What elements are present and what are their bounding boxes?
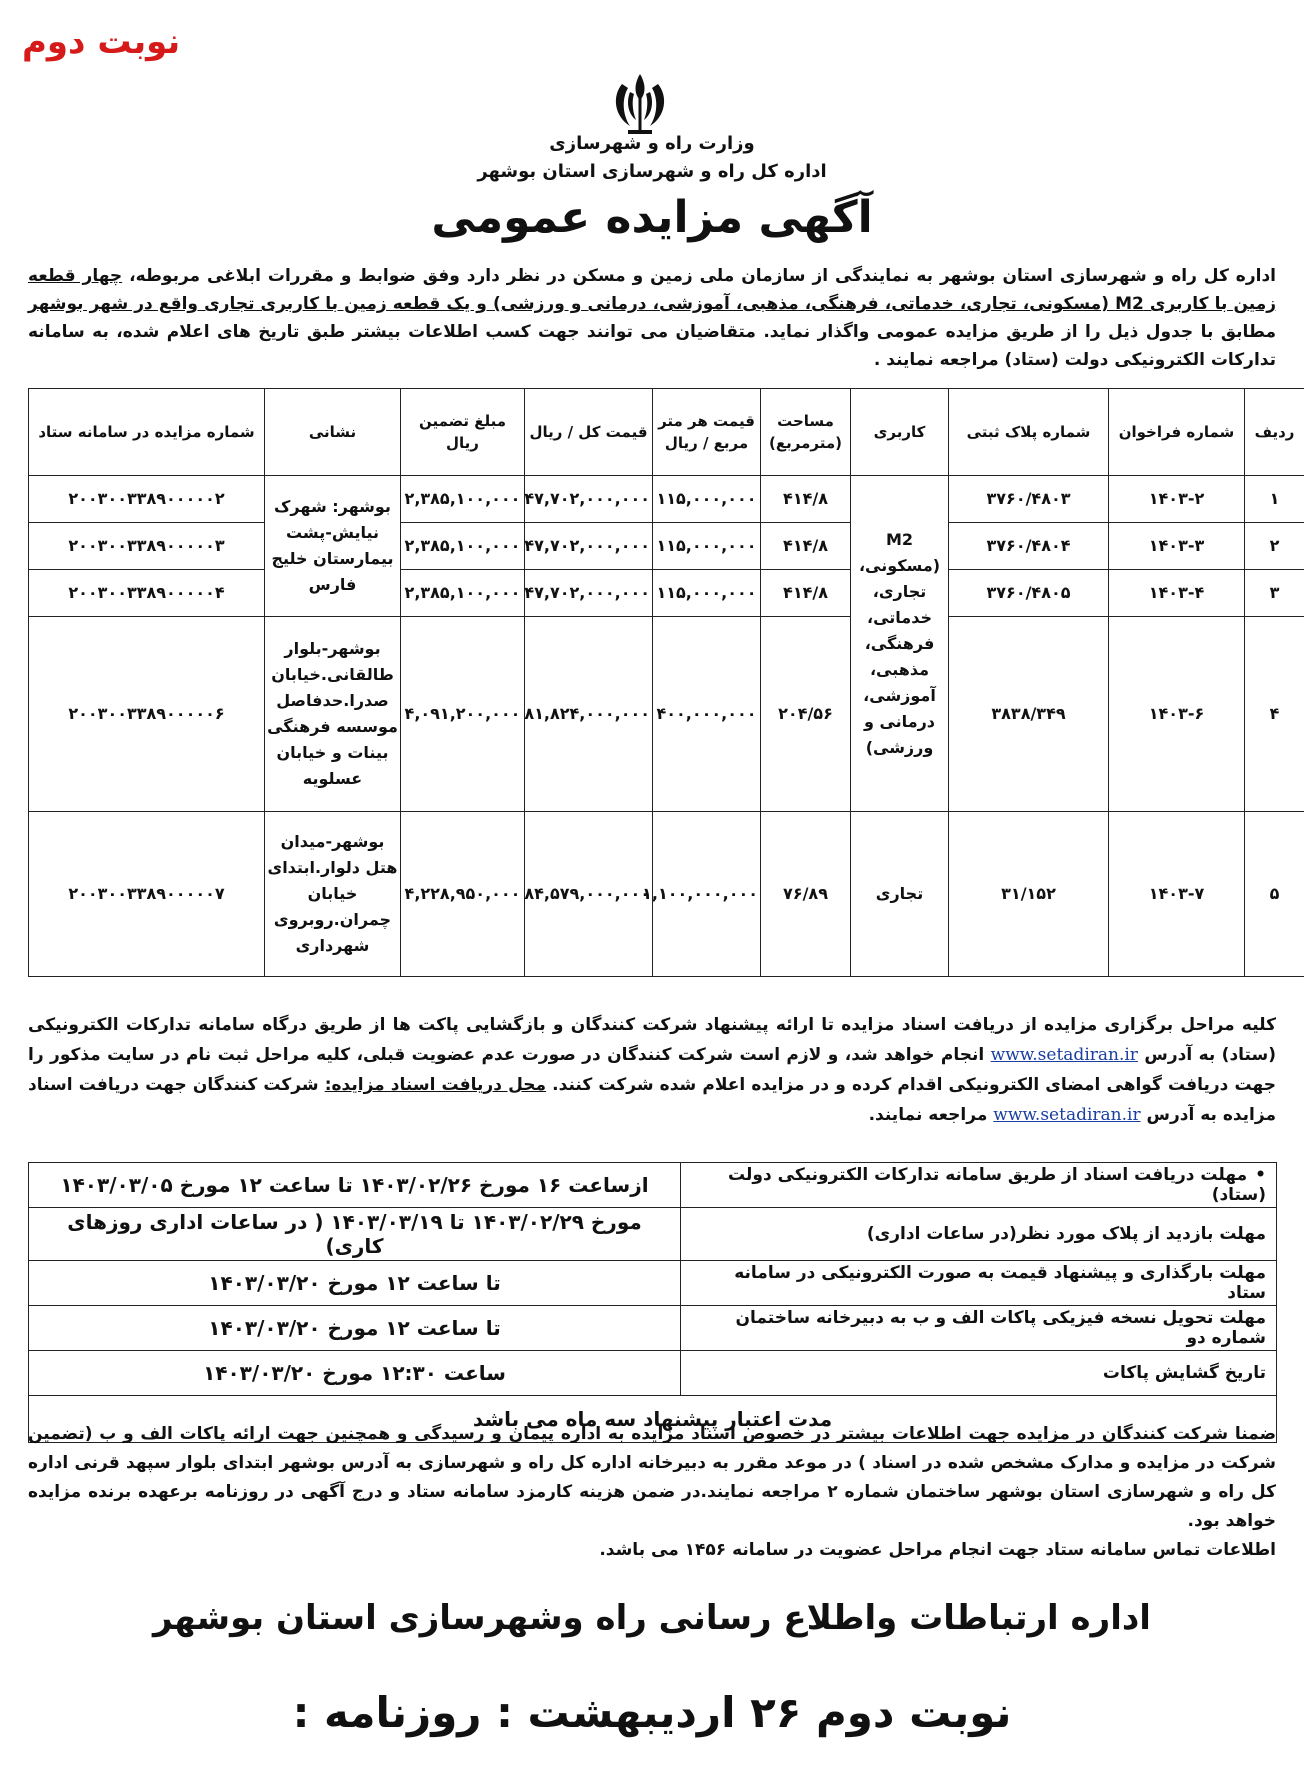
ministry-name: وزارت راه و شهرسازی	[549, 133, 755, 154]
header-usage: کاربری	[851, 389, 949, 476]
validity-text: مدت اعتبار پیشنهاد سه ماه می باشد	[29, 1396, 1277, 1443]
cell-row: ۴	[1245, 617, 1304, 812]
cell-row: ۵	[1245, 812, 1304, 977]
cell-row: ۱	[1245, 476, 1304, 523]
intro-part-2: چهار قطعه زمین با کاربری M2 (مسکونی، تجاری، خدماتی، فرهنگی، مذهبی، آموزشی، درمانی و ورزشی)	[28, 266, 1277, 314]
schedule-value: ساعت ۱۲:۳۰ مورخ ۱۴۰۳/۰۳/۲۰	[29, 1351, 681, 1396]
bullet-icon: •	[1255, 1165, 1266, 1185]
cell-total-price: ۴۷,۷۰۲,۰۰۰,۰۰۰	[525, 523, 653, 570]
cell-call-number: ۱۴۰۳-۶	[1109, 617, 1245, 812]
schedule-row	[29, 1163, 1277, 1208]
intro-part-1: اداره کل راه و شهرسازی استان بوشهر به نمایندگی از سازمان ملی زمین و مسکن در نظر دارد وفق ضوابط و مقررات ابلاغی مربوطه،	[122, 266, 1276, 286]
cell-usage-m2: M2 (مسکونی، تجاری، خدماتی، فرهنگی، مذهبی، آموزشی، درمانی و ورزشی)	[851, 476, 949, 812]
procedure-text-4: مراجعه نمایند.	[868, 1105, 994, 1125]
cell-plate: ۳۸۳۸/۳۴۹	[949, 617, 1109, 812]
cell-setad-number: ۲۰۰۳۰۰۳۳۸۹۰۰۰۰۰۳	[29, 523, 265, 570]
cell-row: ۲	[1245, 523, 1304, 570]
setad-link-2[interactable]: www.setadiran.ir	[993, 1105, 1141, 1125]
cell-address-group: بوشهر: شهرک نیایش-پشت بیمارستان خلیج فارس	[265, 476, 401, 617]
cell-unit-price: ۱۱۵,۰۰۰,۰۰۰	[653, 570, 761, 617]
cell-guarantee: ۲,۳۸۵,۱۰۰,۰۰۰	[401, 570, 525, 617]
cell-row: ۳	[1245, 570, 1304, 617]
schedule-label: تاریخ گشایش پاکات	[681, 1351, 1277, 1396]
procedure-paragraph	[28, 1010, 1276, 1130]
cell-unit-price: ۱۱۵,۰۰۰,۰۰۰	[653, 476, 761, 523]
cell-unit-price: ۱,۱۰۰,۰۰۰,۰۰۰	[653, 812, 761, 977]
table-row	[29, 617, 1304, 812]
cell-guarantee: ۲,۳۸۵,۱۰۰,۰۰۰	[401, 476, 525, 523]
setad-link-1[interactable]: www.setadiran.ir	[990, 1045, 1138, 1065]
schedule-value: ازساعت ۱۶ مورخ ۱۴۰۳/۰۲/۲۶ تا ساعت ۱۲ مورخ ۱۴۰۳/۰۳/۰۵	[29, 1163, 681, 1208]
cell-total-price: ۴۷,۷۰۲,۰۰۰,۰۰۰	[525, 476, 653, 523]
cell-total-price: ۴۷,۷۰۲,۰۰۰,۰۰۰	[525, 570, 653, 617]
round-date-line: نوبت دوم ۲۶ اردیبهشت : روزنامه :	[292, 1688, 1012, 1737]
cell-plate: ۳۱/۱۵۲	[949, 812, 1109, 977]
cell-area: ۴۱۴/۸	[761, 523, 851, 570]
cell-setad-number: ۲۰۰۳۰۰۳۳۸۹۰۰۰۰۰۲	[29, 476, 265, 523]
schedule-row	[29, 1306, 1277, 1351]
cell-unit-price: ۱۱۵,۰۰۰,۰۰۰	[653, 523, 761, 570]
cell-setad-number: ۲۰۰۳۰۰۳۳۸۹۰۰۰۰۰۴	[29, 570, 265, 617]
header-call-number: شماره فراخوان	[1109, 389, 1245, 476]
table-row	[29, 570, 1304, 617]
table-header-row	[29, 389, 1304, 476]
cell-plate: ۳۷۶۰/۴۸۰۳	[949, 476, 1109, 523]
schedule-table	[28, 1162, 1277, 1443]
table-row	[29, 476, 1304, 523]
cell-total-price: ۸۱,۸۲۴,۰۰۰,۰۰۰	[525, 617, 653, 812]
header-guarantee: مبلغ تضمین ریال	[401, 389, 525, 476]
schedule-value: مورخ ۱۴۰۳/۰۲/۲۹ تا ۱۴۰۳/۰۳/۱۹ ( در ساعات اداری روزهای کاری)	[29, 1208, 681, 1261]
cell-area: ۷۶/۸۹	[761, 812, 851, 977]
intro-paragraph	[28, 262, 1276, 374]
header-address: نشانی	[265, 389, 401, 476]
cell-setad-number: ۲۰۰۳۰۰۳۳۸۹۰۰۰۰۰۶	[29, 617, 265, 812]
cell-plate: ۳۷۶۰/۴۸۰۴	[949, 523, 1109, 570]
table-row	[29, 523, 1304, 570]
cell-address: بوشهر-میدان هتل دلوار.ابتدای خیابان چمران.روبروی شهرداری	[265, 812, 401, 977]
cell-call-number: ۱۴۰۳-۷	[1109, 812, 1245, 977]
header-plate: شماره پلاک ثبتی	[949, 389, 1109, 476]
department-name: اداره کل راه و شهرسازی استان بوشهر	[477, 161, 827, 182]
schedule-label: مهلت بازدید از پلاک مورد نظر(در ساعات اداری)	[681, 1208, 1277, 1261]
cell-call-number: ۱۴۰۳-۳	[1109, 523, 1245, 570]
round-label: نوبت دوم	[22, 22, 181, 62]
header-area: مساحت (مترمربع)	[761, 389, 851, 476]
cell-guarantee: ۴,۰۹۱,۲۰۰,۰۰۰	[401, 617, 525, 812]
schedule-value: تا ساعت ۱۲ مورخ ۱۴۰۳/۰۳/۲۰	[29, 1261, 681, 1306]
intro-part-3: و یک قطعه زمین با کاربری تجاری واقع در شهر بوشهر	[28, 294, 493, 314]
procedure-text-1: کلیه مراحل برگزاری مزایده از دریافت اسناد مزایده تا ارائه پیشنهاد شرکت کنندگان و بازگشایی پاکت ها از طریق درگاه سامانه تدارکات الکترونیکی (ستاد) به آدرس	[28, 1015, 1276, 1065]
ministry-header	[0, 130, 1304, 186]
schedule-label: مهلت بارگذاری و پیشنهاد قیمت به صورت الکترونیکی در سامانه ستاد	[681, 1261, 1277, 1306]
header-unit-price: قیمت هر متر مربع / ریال	[653, 389, 761, 476]
schedule-row	[29, 1351, 1277, 1396]
header-total-price: قیمت کل / ریال	[525, 389, 653, 476]
schedule-label: •مهلت دریافت اسناد از طریق سامانه تدارکات الکترونیکی دولت (ستاد)	[681, 1163, 1277, 1208]
header-setad-number: شماره مزایده در سامانه ستاد	[29, 389, 265, 476]
header-row: ردیف	[1245, 389, 1304, 476]
cell-area: ۲۰۴/۵۶	[761, 617, 851, 812]
cell-total-price: ۸۴,۵۷۹,۰۰۰,۰۰۰	[525, 812, 653, 977]
procedure-text-3: شرکت کنندگان جهت دریافت اسناد مزایده به آدرس	[28, 1075, 1276, 1125]
emblem-icon	[610, 70, 670, 138]
schedule-value: تا ساعت ۱۲ مورخ ۱۴۰۳/۰۳/۲۰	[29, 1306, 681, 1351]
cell-call-number: ۱۴۰۳-۲	[1109, 476, 1245, 523]
auction-table	[28, 388, 1304, 977]
cell-usage: تجاری	[851, 812, 949, 977]
docs-location-label: محل دریافت اسناد مزایده:	[324, 1075, 547, 1095]
note-para-2: اطلاعات تماس سامانه ستاد جهت انجام مراحل عضویت در سامانه ۱۴۵۶ می باشد.	[599, 1540, 1276, 1560]
cell-guarantee: ۲,۳۸۵,۱۰۰,۰۰۰	[401, 523, 525, 570]
cell-guarantee: ۴,۲۲۸,۹۵۰,۰۰۰	[401, 812, 525, 977]
cell-unit-price: ۴۰۰,۰۰۰,۰۰۰	[653, 617, 761, 812]
cell-area: ۴۱۴/۸	[761, 570, 851, 617]
note-paragraph	[28, 1420, 1276, 1565]
table-row	[29, 812, 1304, 977]
cell-address: بوشهر-بلوار طالقانی.خیابان صدرا.حدفاصل موسسه فرهنگی بینات و خیابان عسلویه	[265, 617, 401, 812]
schedule-row	[29, 1261, 1277, 1306]
cell-plate: ۳۷۶۰/۴۸۰۵	[949, 570, 1109, 617]
schedule-row	[29, 1208, 1277, 1261]
page-title: آگهی مزایده عمومی	[431, 192, 873, 243]
cell-setad-number: ۲۰۰۳۰۰۳۳۸۹۰۰۰۰۰۷	[29, 812, 265, 977]
schedule-label: مهلت تحویل نسخه فیزیکی پاکات الف و ب به دبیرخانه ساختمان شماره دو	[681, 1306, 1277, 1351]
intro-part-4: مطابق با جدول ذیل را از طریق مزایده عمومی واگذار نماید. متقاضیان می توانند جهت کسب اطلاعات بیشتر طبق تاریخ های اعلام شده، به سامانه تدارکات الکترونیکی دولت (ستاد) مراجعه نمایند .	[28, 322, 1276, 370]
office-signature: اداره ارتباطات واطلاع رسانی راه وشهرسازی استان بوشهر	[153, 1598, 1151, 1638]
cell-area: ۴۱۴/۸	[761, 476, 851, 523]
note-para-1: ضمنا شرکت کنندگان در مزایده جهت اطلاعات بیشتر در خصوص اسناد مزایده به اداره پیمان و رسیدگی و همچنین جهت ارائه پاکات الف و ب (تضمین شرکت در مزایده و مدارک مشخص شده در اسناد ) در موعد مقرر به دبیرخانه اداره کل راه و شهرسازی به آدرس بوشهر ابتدای بلوار سپهد قرنی اداره کل راه و شهرسازی استان بوشهر ساختمان شماره ۲ مراجعه نمایند.در ضمن هزینه کارمزد سامانه ستاد و درج آگهی در روزنامه برعهده برنده مزایده خواهد بود.	[28, 1424, 1276, 1531]
procedure-text-2: انجام خواهد شد، و لازم است شرکت کنندگان در صورت عدم عضویت قبلی، کلیه مراحل ثبت نام در سایت مذکور را جهت دریافت گواهی امضای الکترونیکی اقدام کرده و در مزایده اعلام شده شرکت کنند.	[28, 1045, 1277, 1095]
cell-call-number: ۱۴۰۳-۴	[1109, 570, 1245, 617]
